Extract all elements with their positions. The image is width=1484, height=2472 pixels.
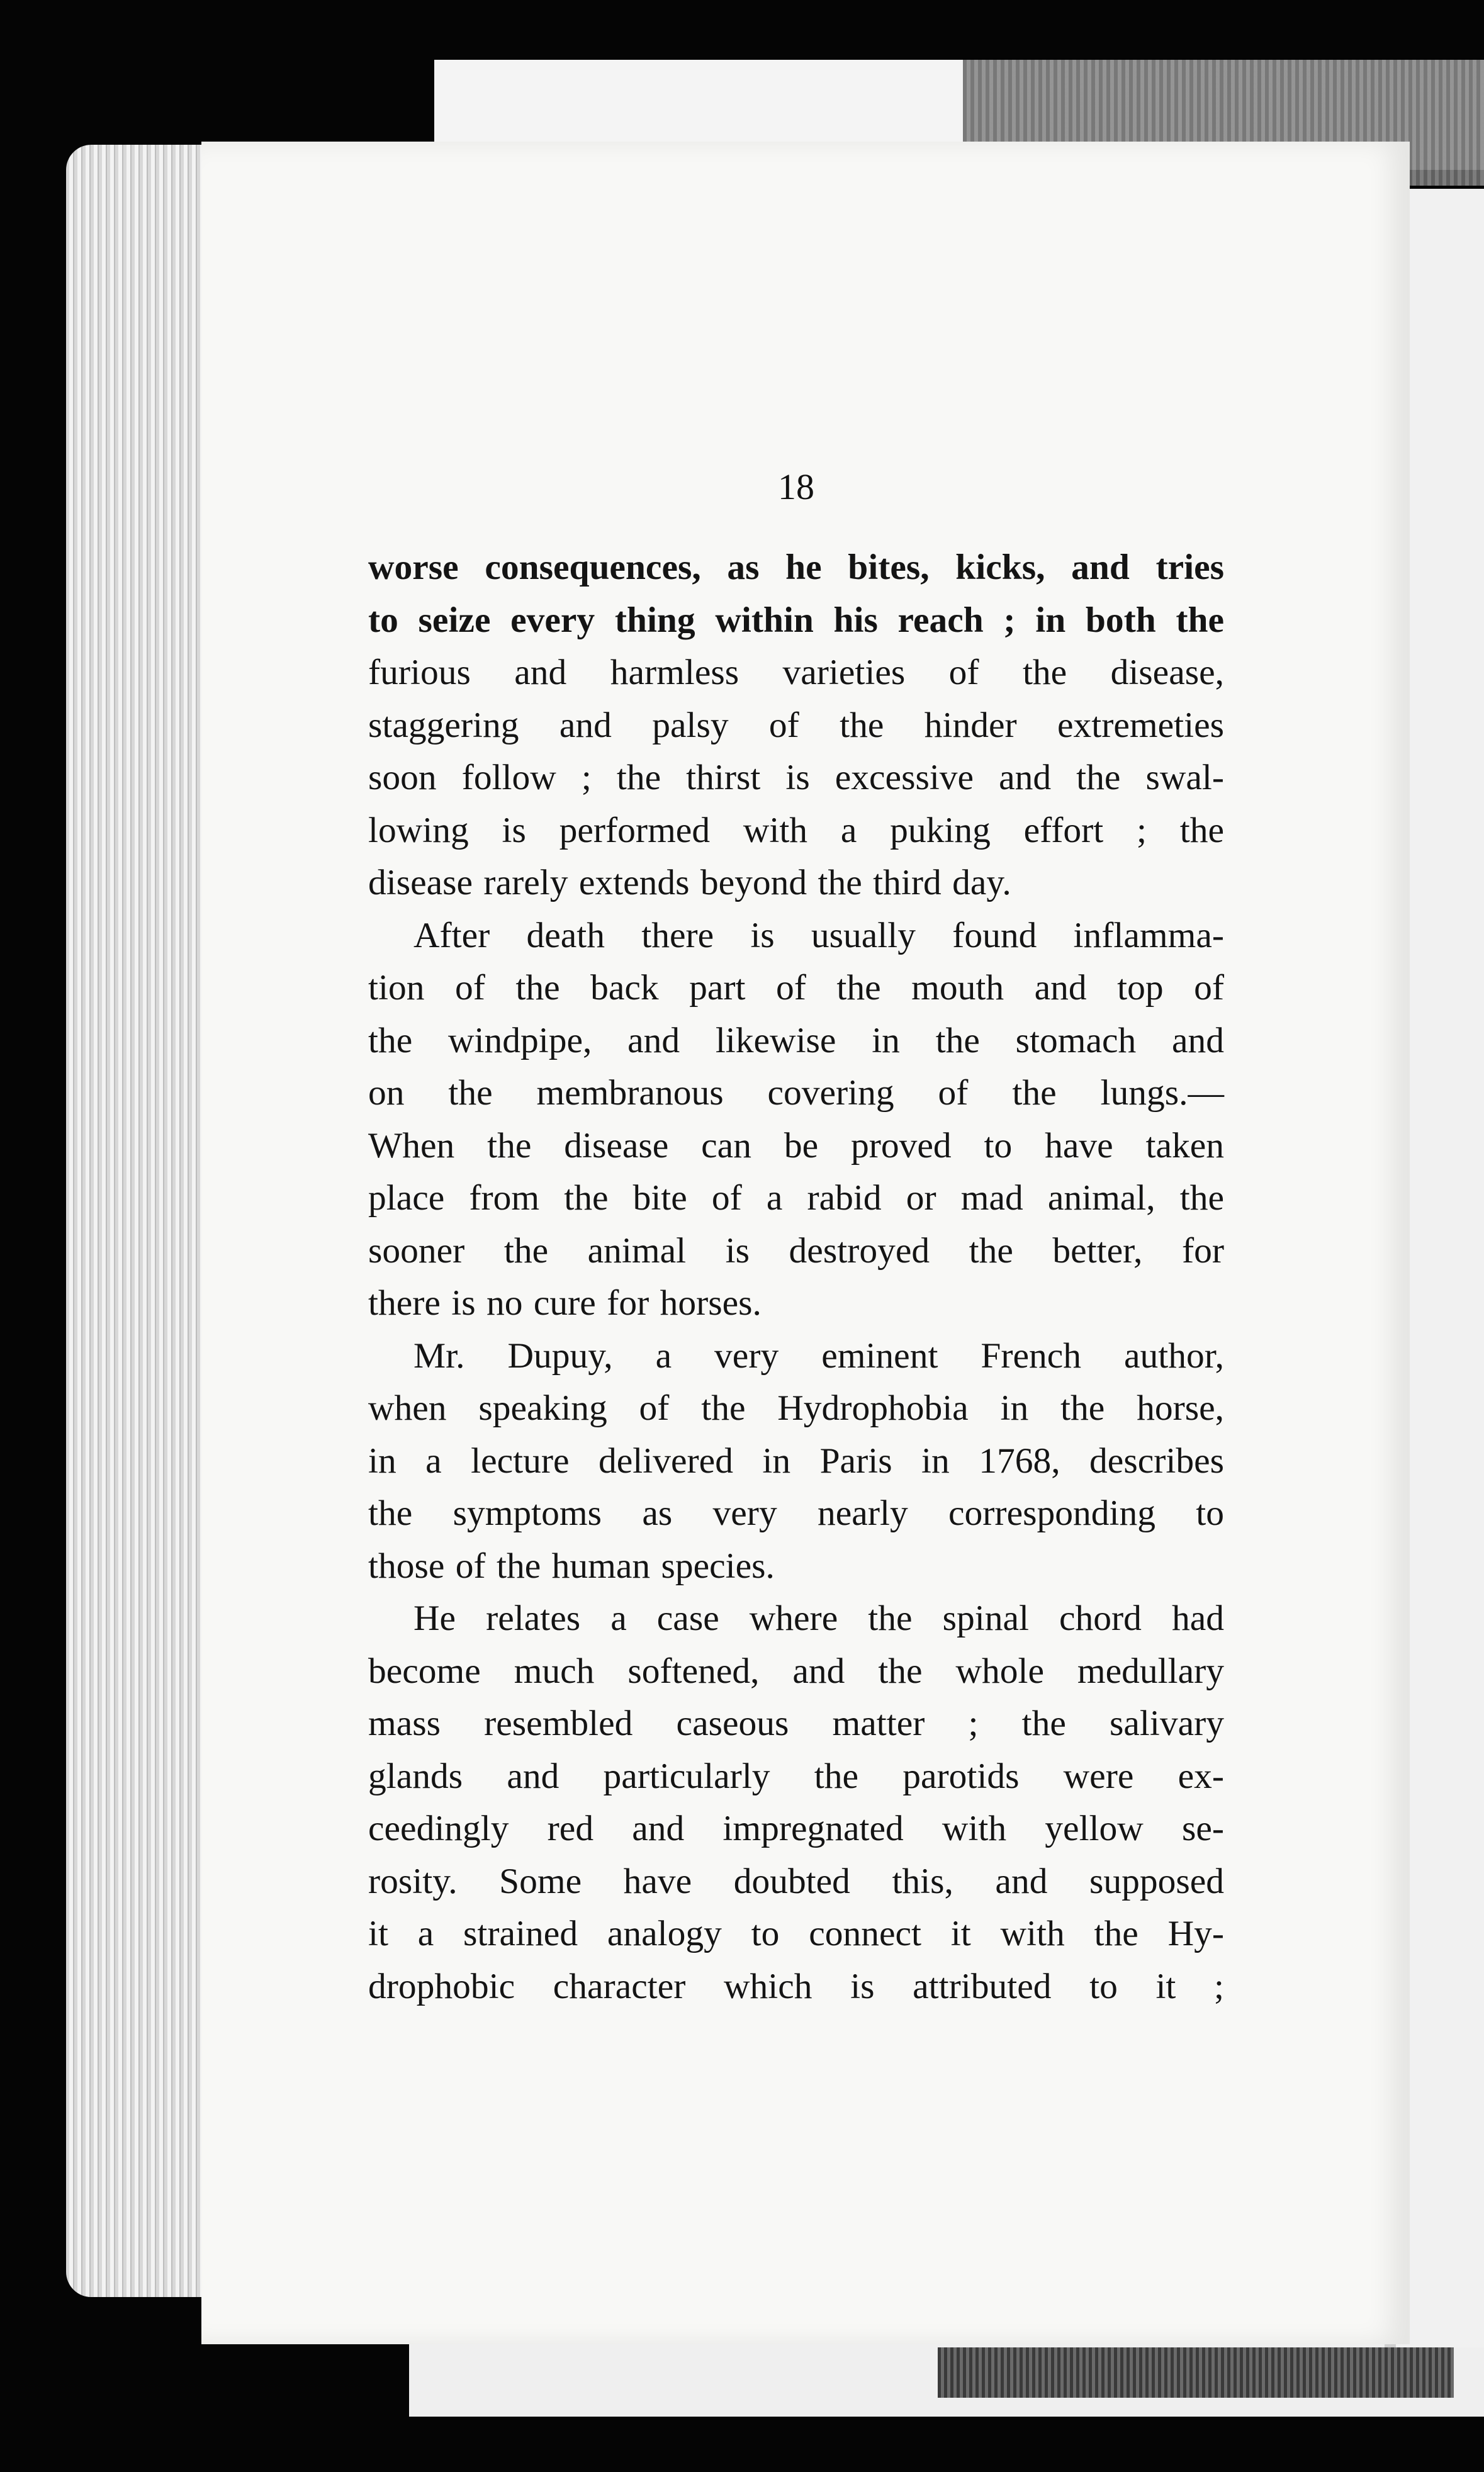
page-body-text	[368, 541, 1224, 2013]
text-line: to seize every thing within his reach ; in both the	[368, 600, 1224, 640]
text-line: tion of the back part of the mouth and top of	[368, 968, 1224, 1008]
text-line: place from the bite of a rabid or mad animal, the	[368, 1178, 1224, 1218]
text-line: ceedingly red and impregnated with yellow se-	[368, 1809, 1224, 1848]
text-line: when speaking of the Hydrophobia in the horse,	[368, 1388, 1224, 1428]
text-line: glands and particularly the parotids were ex-	[368, 1756, 1224, 1796]
text-line: When the disease can be proved to have taken	[368, 1125, 1224, 1166]
text-line: Mr. Dupuy, a very eminent French author,	[413, 1335, 1224, 1376]
text-line: the windpipe, and likewise in the stomach and	[368, 1020, 1224, 1060]
text-line: soon follow ; the thirst is excessive and the swal-	[368, 758, 1224, 797]
text-line: sooner the animal is destroyed the better, for	[368, 1230, 1224, 1271]
text-line: on the membranous covering of the lungs.—	[368, 1073, 1224, 1113]
text-line: become much softened, and the whole medullary	[368, 1651, 1224, 1691]
text-line: drophobic character which is attributed to it ;	[368, 1966, 1224, 2006]
text-line: disease rarely extends beyond the third day.	[368, 863, 1011, 902]
text-line: it a strained analogy to connect it with the Hy-	[368, 1914, 1224, 1953]
text-line: in a lecture delivered in Paris in 1768, describes	[368, 1441, 1224, 1481]
text-line: mass resembled caseous matter ; the salivary	[368, 1704, 1224, 1743]
text-line: furious and harmless varieties of the disease,	[368, 653, 1224, 692]
bottom-dark-strip	[938, 2347, 1454, 2398]
text-line: He relates a case where the spinal chord had	[413, 1598, 1224, 1638]
text-line: there is no cure for horses.	[368, 1283, 762, 1323]
text-line: the symptoms as very nearly corresponding to	[368, 1493, 1224, 1533]
text-line: lowing is performed with a puking effort ; the	[368, 810, 1224, 850]
text-line: staggering and palsy of the hinder extremeties	[368, 705, 1224, 745]
text-line: those of the human species.	[368, 1546, 775, 1586]
text-line: worse consequences, as he bites, kicks, and tries	[368, 548, 1224, 587]
page-number: 18	[778, 466, 814, 507]
page-edges	[66, 145, 211, 2297]
text-line: After death there is usually found inflamma-	[413, 915, 1224, 955]
text-line: rosity. Some have doubted this, and supposed	[368, 1861, 1224, 1901]
